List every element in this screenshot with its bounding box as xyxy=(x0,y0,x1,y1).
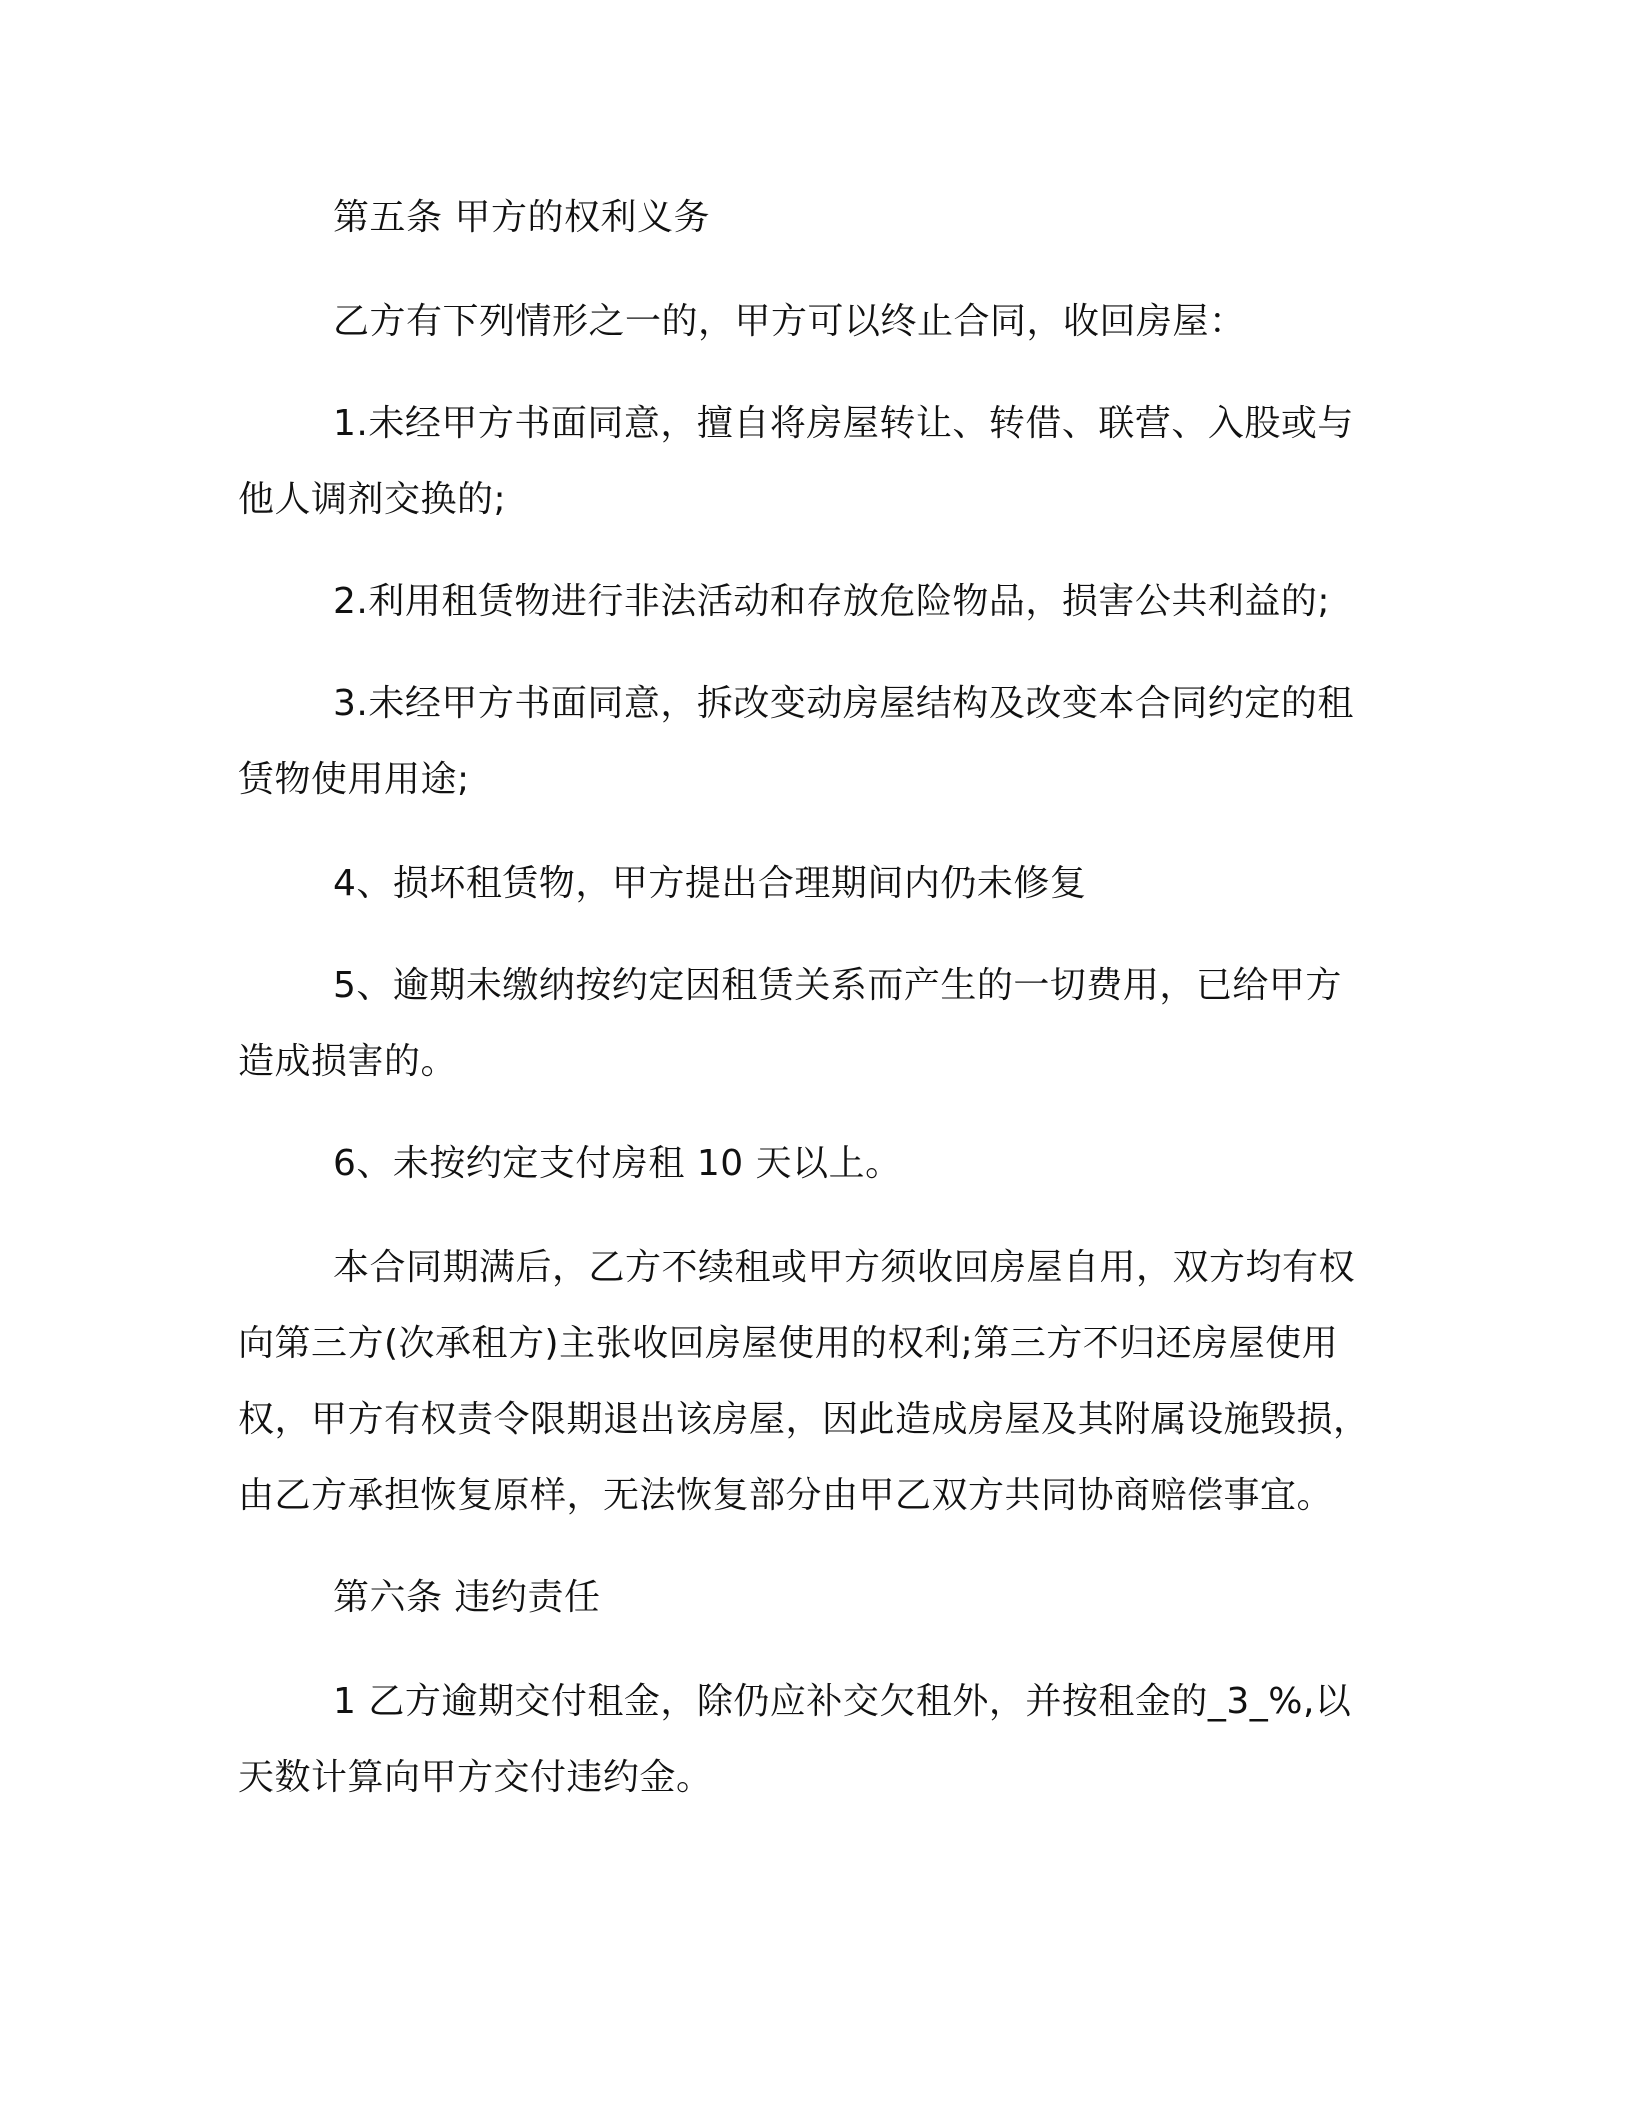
clause-1-line-1: 1 乙方逾期交付租金，除仍应补交欠租外，并按租金的_3_%,以 xyxy=(333,1681,1352,1722)
item-2: 2.利用租赁物进行非法活动和存放危险物品，损害公共利益的; xyxy=(333,581,1330,622)
item-6: 6、未按约定支付房租 10 天以上。 xyxy=(333,1143,902,1184)
article-6-heading: 第六条 违约责任 xyxy=(333,1577,601,1618)
paragraph-line-3: 权，甲方有权责令限期退出该房屋，因此造成房屋及其附属设施毁损， xyxy=(238,1399,1370,1440)
article-5-heading: 第五条 甲方的权利义务 xyxy=(333,197,710,238)
paragraph-line-4: 由乙方承担恢复原样，无法恢复部分由甲乙双方共同协商赔偿事宜。 xyxy=(238,1475,1334,1516)
paragraph-line-2: 向第三方(次承租方)主张收回房屋使用的权利;第三方不归还房屋使用 xyxy=(238,1323,1339,1364)
item-5-line-1: 5、逾期未缴纳按约定因租赁关系而产生的一切费用，已给甲方 xyxy=(333,965,1342,1006)
item-5-line-2: 造成损害的。 xyxy=(238,1041,458,1082)
item-1-line-2: 他人调剂交换的; xyxy=(238,479,507,520)
item-3-line-1: 3.未经甲方书面同意，拆改变动房屋结构及改变本合同约定的租 xyxy=(333,683,1354,724)
item-4: 4、损坏租赁物，甲方提出合理期间内仍未修复 xyxy=(333,863,1087,904)
paragraph-line-1: 本合同期满后，乙方不续租或甲方须收回房屋自用，双方均有权 xyxy=(333,1247,1356,1288)
clause-1-line-2: 天数计算向甲方交付违约金。 xyxy=(238,1757,713,1798)
termination-intro: 乙方有下列情形之一的，甲方可以终止合同，收回房屋： xyxy=(333,301,1246,342)
item-3-line-2: 赁物使用用途; xyxy=(238,759,470,800)
item-1-line-1: 1.未经甲方书面同意，擅自将房屋转让、转借、联营、入股或与 xyxy=(333,403,1354,444)
